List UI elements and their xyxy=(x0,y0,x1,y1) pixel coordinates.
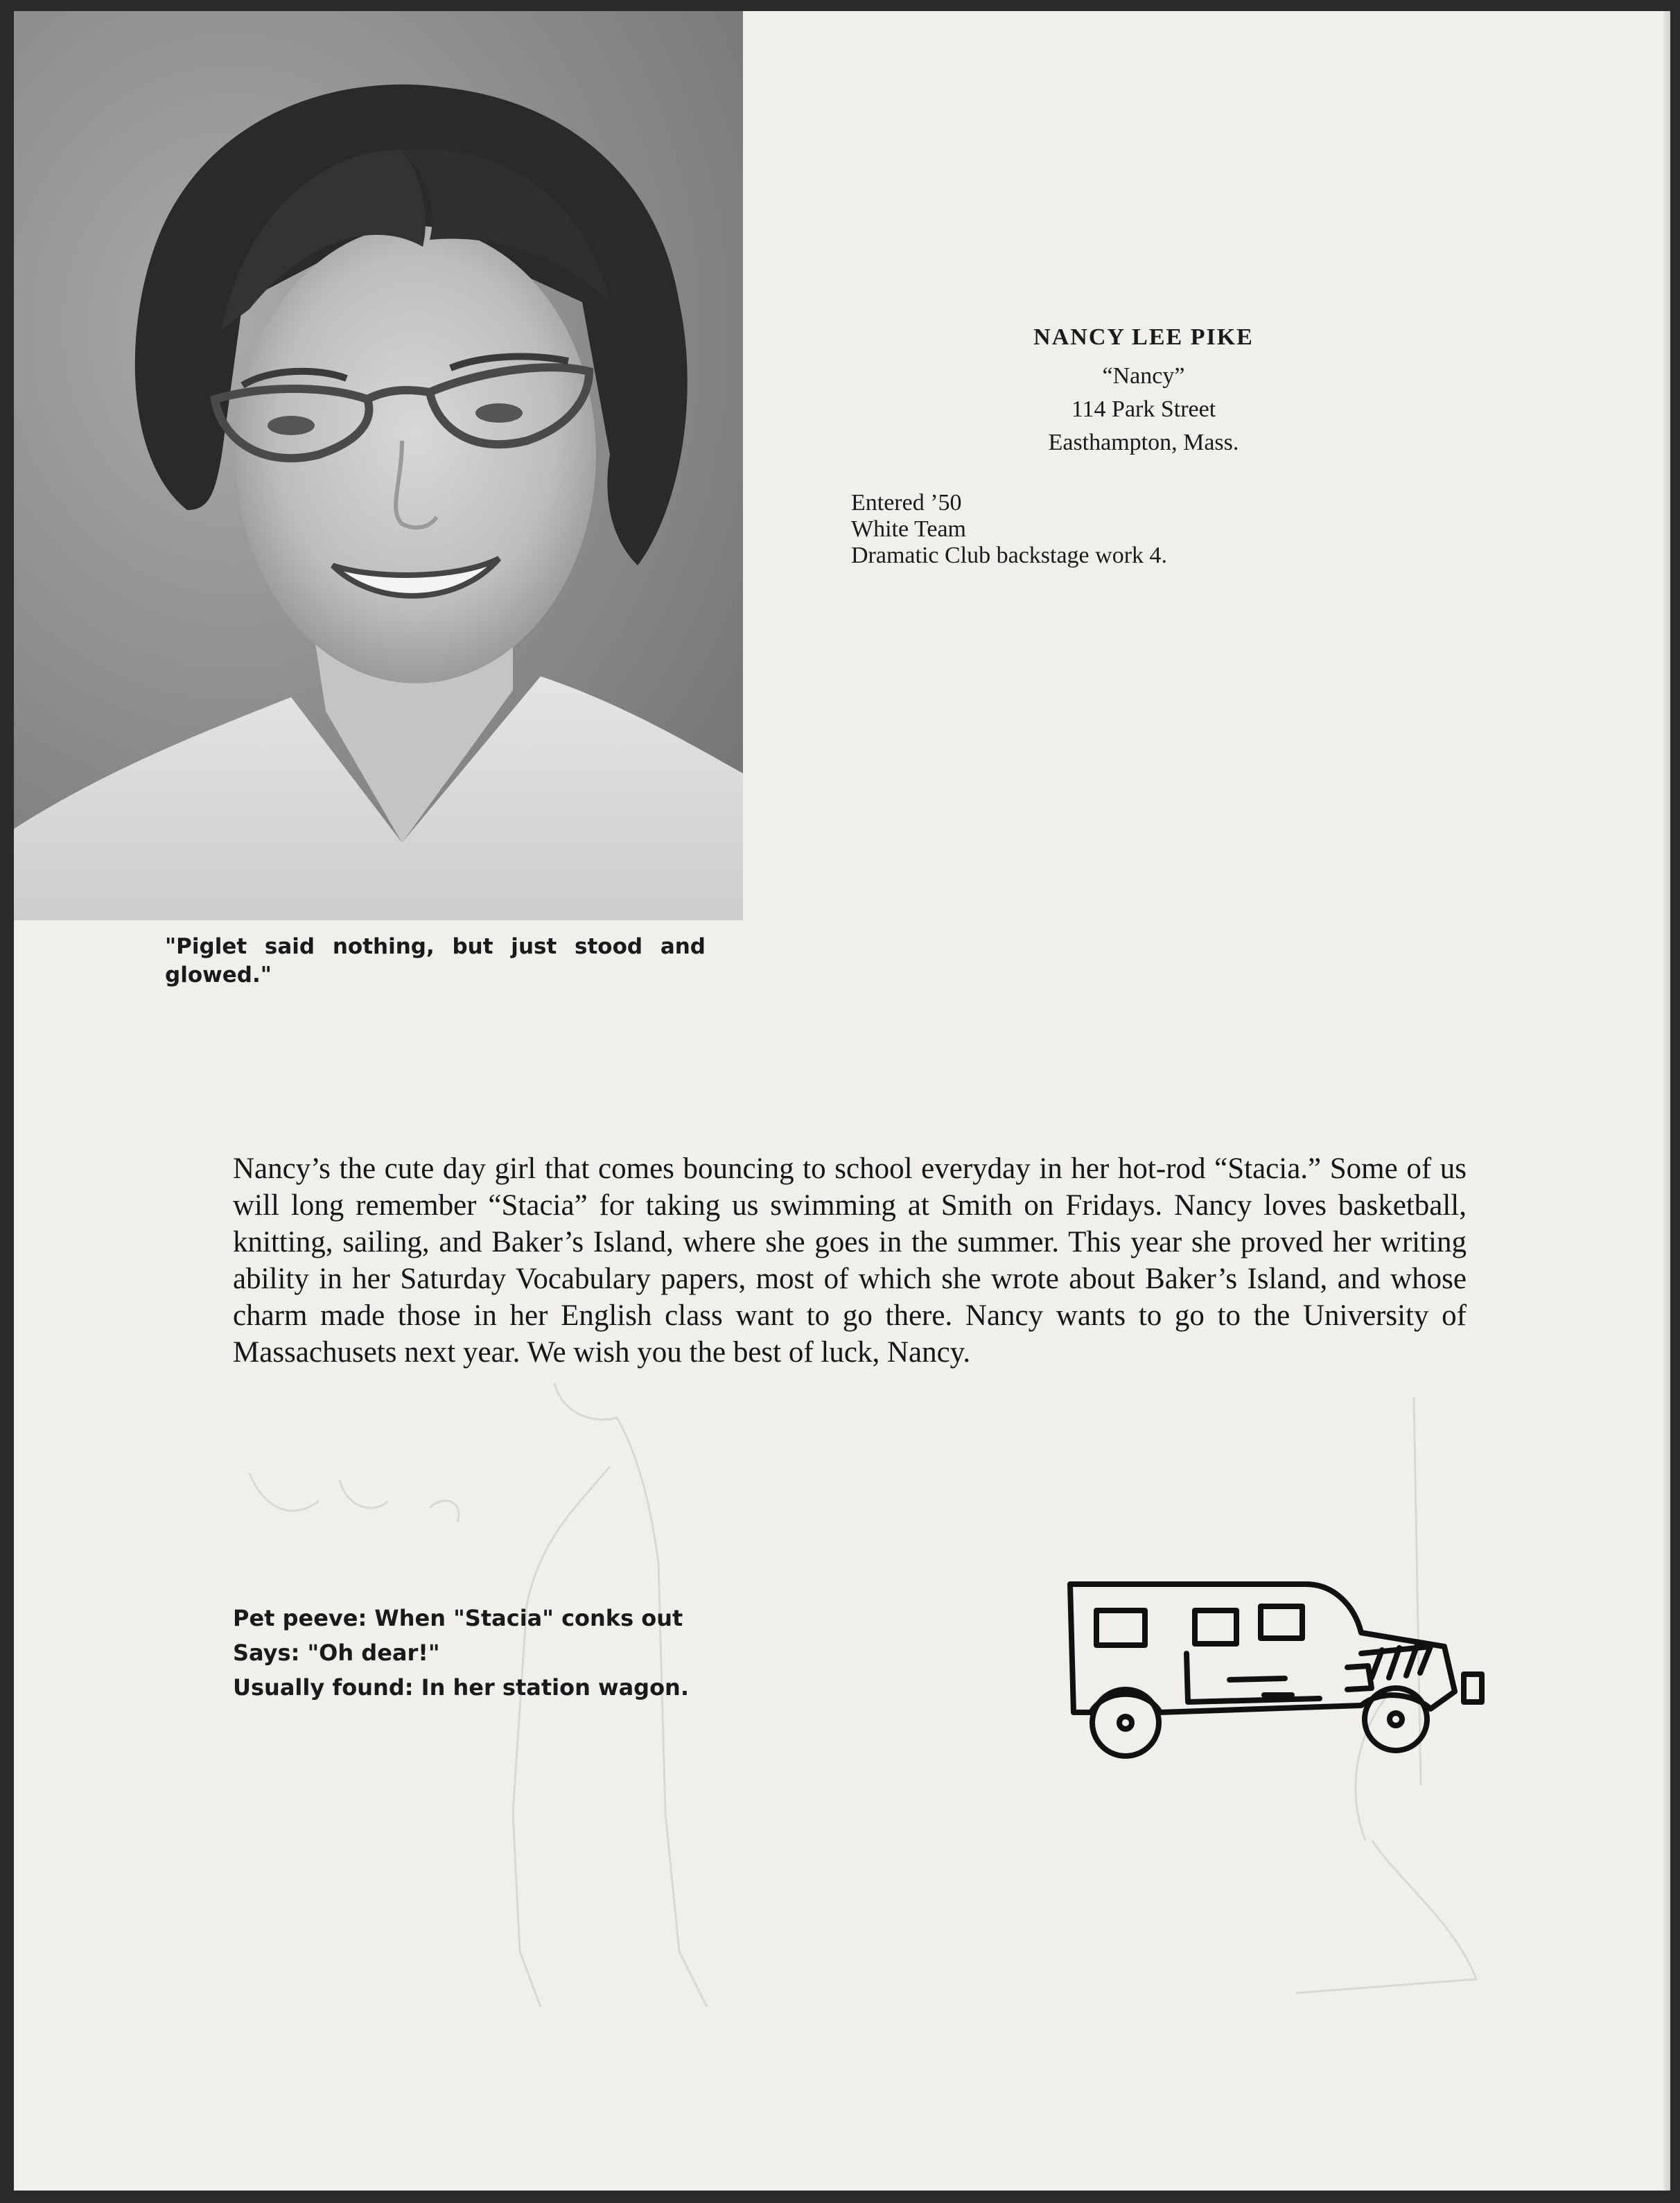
photo-caption: "Piglet said nothing, but just stood and glowed." xyxy=(165,934,706,988)
fact-value: "Oh dear!" xyxy=(307,1640,440,1666)
fact-label: Pet peeve: xyxy=(233,1605,367,1631)
street-address: 114 Park Street xyxy=(1071,396,1216,422)
fact-label: Says: xyxy=(233,1640,300,1666)
fact-says xyxy=(233,1635,857,1670)
fact-pet-peeve xyxy=(233,1601,857,1635)
activity-item: White Team xyxy=(851,516,966,542)
activity-item: Entered ’50 xyxy=(851,490,962,516)
activities-list xyxy=(851,490,1475,569)
fact-value: In her station wagon. xyxy=(421,1674,689,1701)
student-portrait xyxy=(14,11,743,920)
fact-label: Usually found: xyxy=(233,1674,414,1701)
fact-usually-found xyxy=(233,1670,857,1705)
yearbook-page xyxy=(14,11,1670,2191)
page-edge xyxy=(1663,11,1670,2191)
town: Easthampton, Mass. xyxy=(1048,430,1239,455)
activity-item: Dramatic Club backstage work 4. xyxy=(851,543,1168,568)
biography-paragraph: Nancy’s the cute day girl that comes bouncing to school everyday in her hot-rod “Stacia.” Some of us will long remember “Stacia” for taking us swimming at Smith on Fridays. Nancy loves basketball, knitting, sailing, and Baker’s Island, where she goes in the summer. This year she proved her writing ability in her Saturday Vocabulary papers, most of which she wrote about Baker’s Island, and whose charm made those in her English class want to go there. Nancy wants to go to the University of Massachusets next year. We wish you the best of luck, Nancy. xyxy=(233,1152,1467,1369)
fact-value: When "Stacia" conks out xyxy=(374,1605,683,1631)
station-wagon-drawing xyxy=(1056,1556,1514,1764)
student-name: NANCY LEE PIKE xyxy=(1033,324,1254,350)
facts-list xyxy=(233,1601,857,1705)
student-nickname: “Nancy” xyxy=(1102,363,1185,389)
